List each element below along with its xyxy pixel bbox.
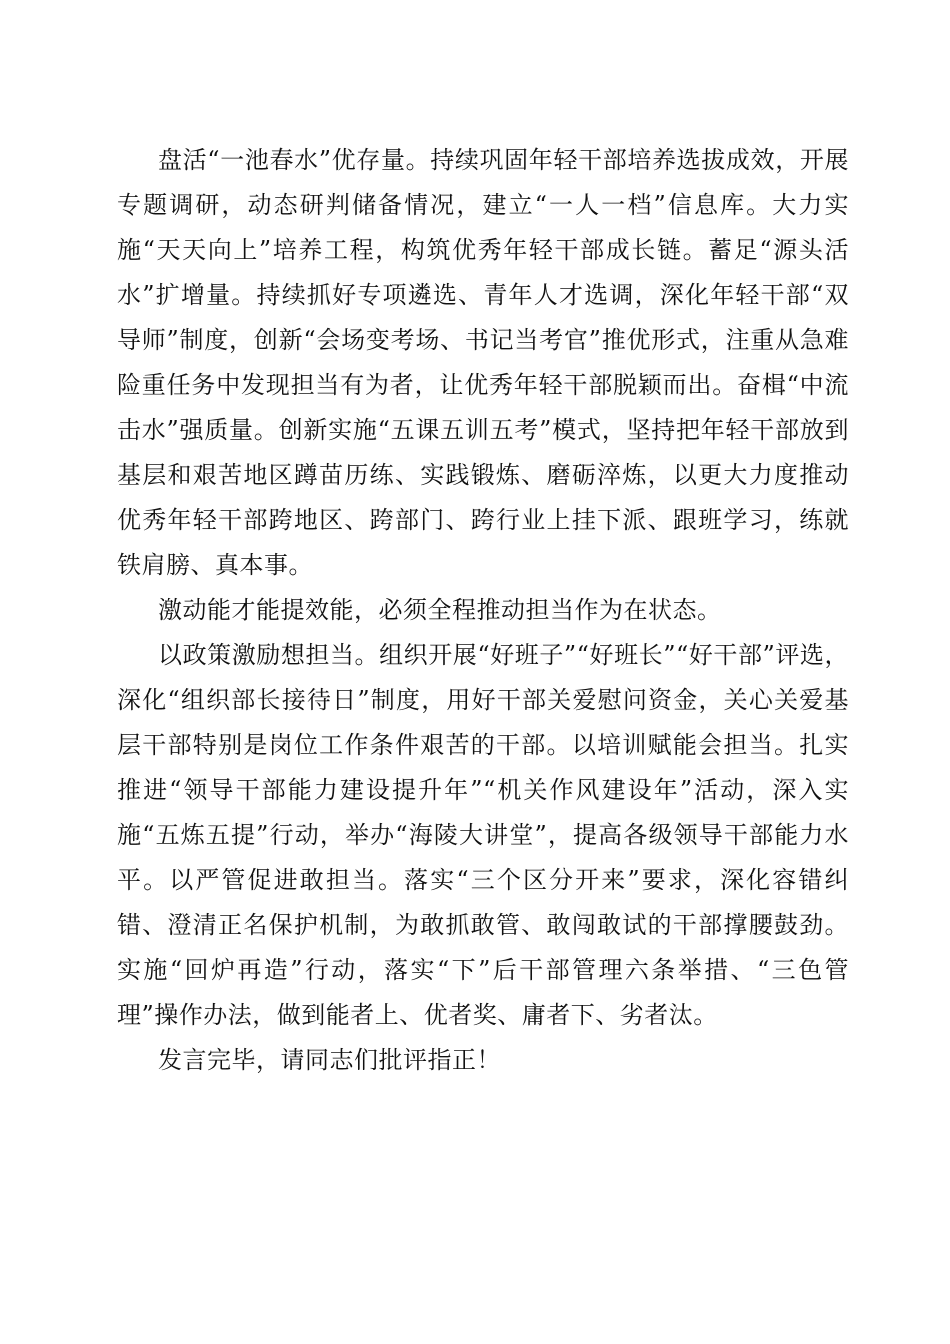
paragraph-cadre-pipeline: 盘活“一池春水”优存量。持续巩固年轻干部培养选拔成效，开展专题调研，动态研判储备情况，建立“一人一档”信息库。大力实施“天天向上”培养工程，构筑优秀年轻干部成长链。蓄足“源头活水”扩增量。持续抓好专项遴选、青年人才选调，深化年轻干部“双导师”制度，创新“会场变考场、书记当考官”推优形式，注重从急难险重任务中发现担当有为者，让优秀年轻干部脱颖而出。奋楫“中流击水”强质量。创新实施“五课五训五考”模式，坚持把年轻干部放到基层和艰苦地区蹲苗历练、实践锻炼、磨砺淬炼，以更大力度推动优秀年轻干部跨地区、跨部门、跨行业上挂下派、跟班学习，练就铁肩膀、真本事。 [117, 146, 849, 579]
paragraph-closing: 发言完毕，请同志们批评指正！ [158, 1046, 501, 1074]
paragraph-motivation-lead: 激动能才能提效能，必须全程推动担当作为在状态。 [158, 596, 722, 624]
document-body [117, 138, 849, 1083]
paragraph-responsibility-measures: 以政策激励想担当。组织开展“好班子”“好班长”“好干部”评选，深化“组织部长接待日”制度，用好干部关爱慰问资金，关心关爱基层干部特别是岗位工作条件艰苦的干部。以培训赋能会担当。扎实推进“领导干部能力建设提升年”“机关作风建设年”活动，深入实施“五炼五提”行动，举办“海陵大讲堂”，提高各级领导干部能力水平。以严管促进敢担当。落实“三个区分开来”要求，深化容错纠错、澄清正名保护机制，为敢抓敢管、敢闯敢试的干部撑腰鼓劲。实施“回炉再造”行动，落实“下”后干部管理六条举措、“三色管理”操作办法，做到能者上、优者奖、庸者下、劣者汰。 [117, 641, 849, 1029]
